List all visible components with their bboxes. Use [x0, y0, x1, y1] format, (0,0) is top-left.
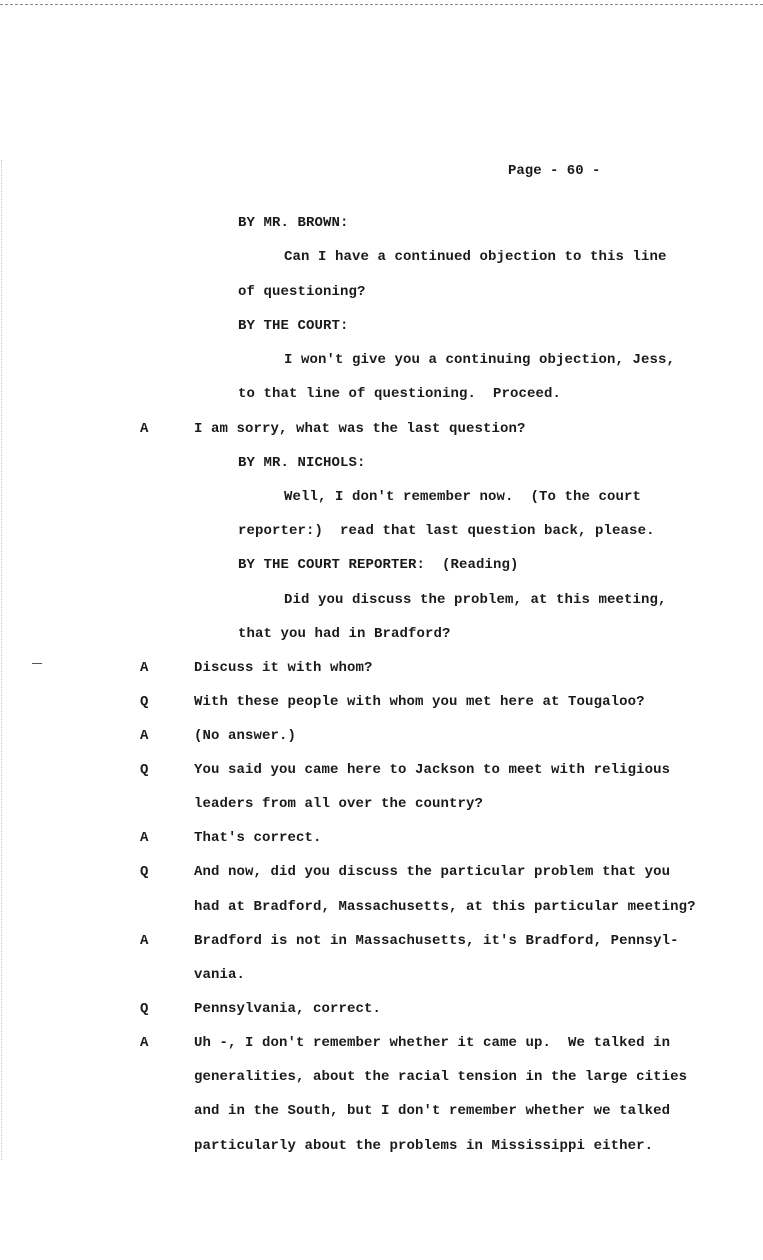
left-edge-mark — [1, 160, 2, 1160]
speaker-label: A — [140, 830, 149, 846]
transcript-line: vania. — [194, 967, 246, 983]
top-border-rule — [0, 4, 763, 5]
transcript-line: BY MR. BROWN: — [238, 215, 349, 231]
speaker-label: A — [140, 728, 149, 744]
transcript-line: Discuss it with whom? — [194, 660, 373, 676]
speaker-label: A — [140, 1035, 149, 1051]
transcript-line: And now, did you discuss the particular problem that you — [194, 864, 671, 880]
page-number: Page - 60 - — [508, 163, 601, 179]
speaker-label: A — [140, 421, 149, 437]
speaker-label: Q — [140, 694, 149, 710]
transcript-line: BY THE COURT REPORTER: (Reading) — [238, 557, 519, 573]
transcript-line: Can I have a continued objection to this line — [284, 249, 667, 265]
speaker-label: A — [140, 933, 149, 949]
transcript-line: reporter:) read that last question back, please. — [238, 523, 655, 539]
transcript-line: that you had in Bradford? — [238, 626, 451, 642]
transcript-line: Did you discuss the problem, at this meeting, — [284, 592, 667, 608]
transcript-line: of questioning? — [238, 284, 366, 300]
transcript-line: Pennsylvania, correct. — [194, 1001, 382, 1017]
transcript-line: With these people with whom you met here at Tougaloo? — [194, 694, 645, 710]
transcript-line: particularly about the problems in Mississippi either. — [194, 1138, 654, 1154]
transcript-line: You said you came here to Jackson to meet with religious — [194, 762, 671, 778]
transcript-line: to that line of questioning. Proceed. — [238, 386, 562, 402]
transcript-line: had at Bradford, Massachusetts, at this particular meeting? — [194, 899, 696, 915]
transcript-line: leaders from all over the country? — [194, 796, 484, 812]
transcript-line: generalities, about the racial tension in the large cities — [194, 1069, 688, 1085]
transcript-line: I won't give you a continuing objection, Jess, — [284, 352, 676, 368]
transcript-line: I am sorry, what was the last question? — [194, 421, 526, 437]
transcript-line: BY THE COURT: — [238, 318, 349, 334]
transcript-line: and in the South, but I don't remember whether we talked — [194, 1103, 671, 1119]
speaker-label: A — [140, 660, 149, 676]
speaker-label: Q — [140, 864, 149, 880]
transcript-line: Bradford is not in Massachusetts, it's Bradford, Pennsyl- — [194, 933, 679, 949]
speaker-label: Q — [140, 762, 149, 778]
transcript-line: (No answer.) — [194, 728, 297, 744]
transcript-line: BY MR. NICHOLS: — [238, 455, 366, 471]
transcript-line: Well, I don't remember now. (To the court — [284, 489, 642, 505]
transcript-line: That's correct. — [194, 830, 322, 846]
speaker-label: Q — [140, 1001, 149, 1017]
transcript-line: Uh -, I don't remember whether it came up. We talked in — [194, 1035, 671, 1051]
margin-dash-mark — [32, 663, 42, 664]
